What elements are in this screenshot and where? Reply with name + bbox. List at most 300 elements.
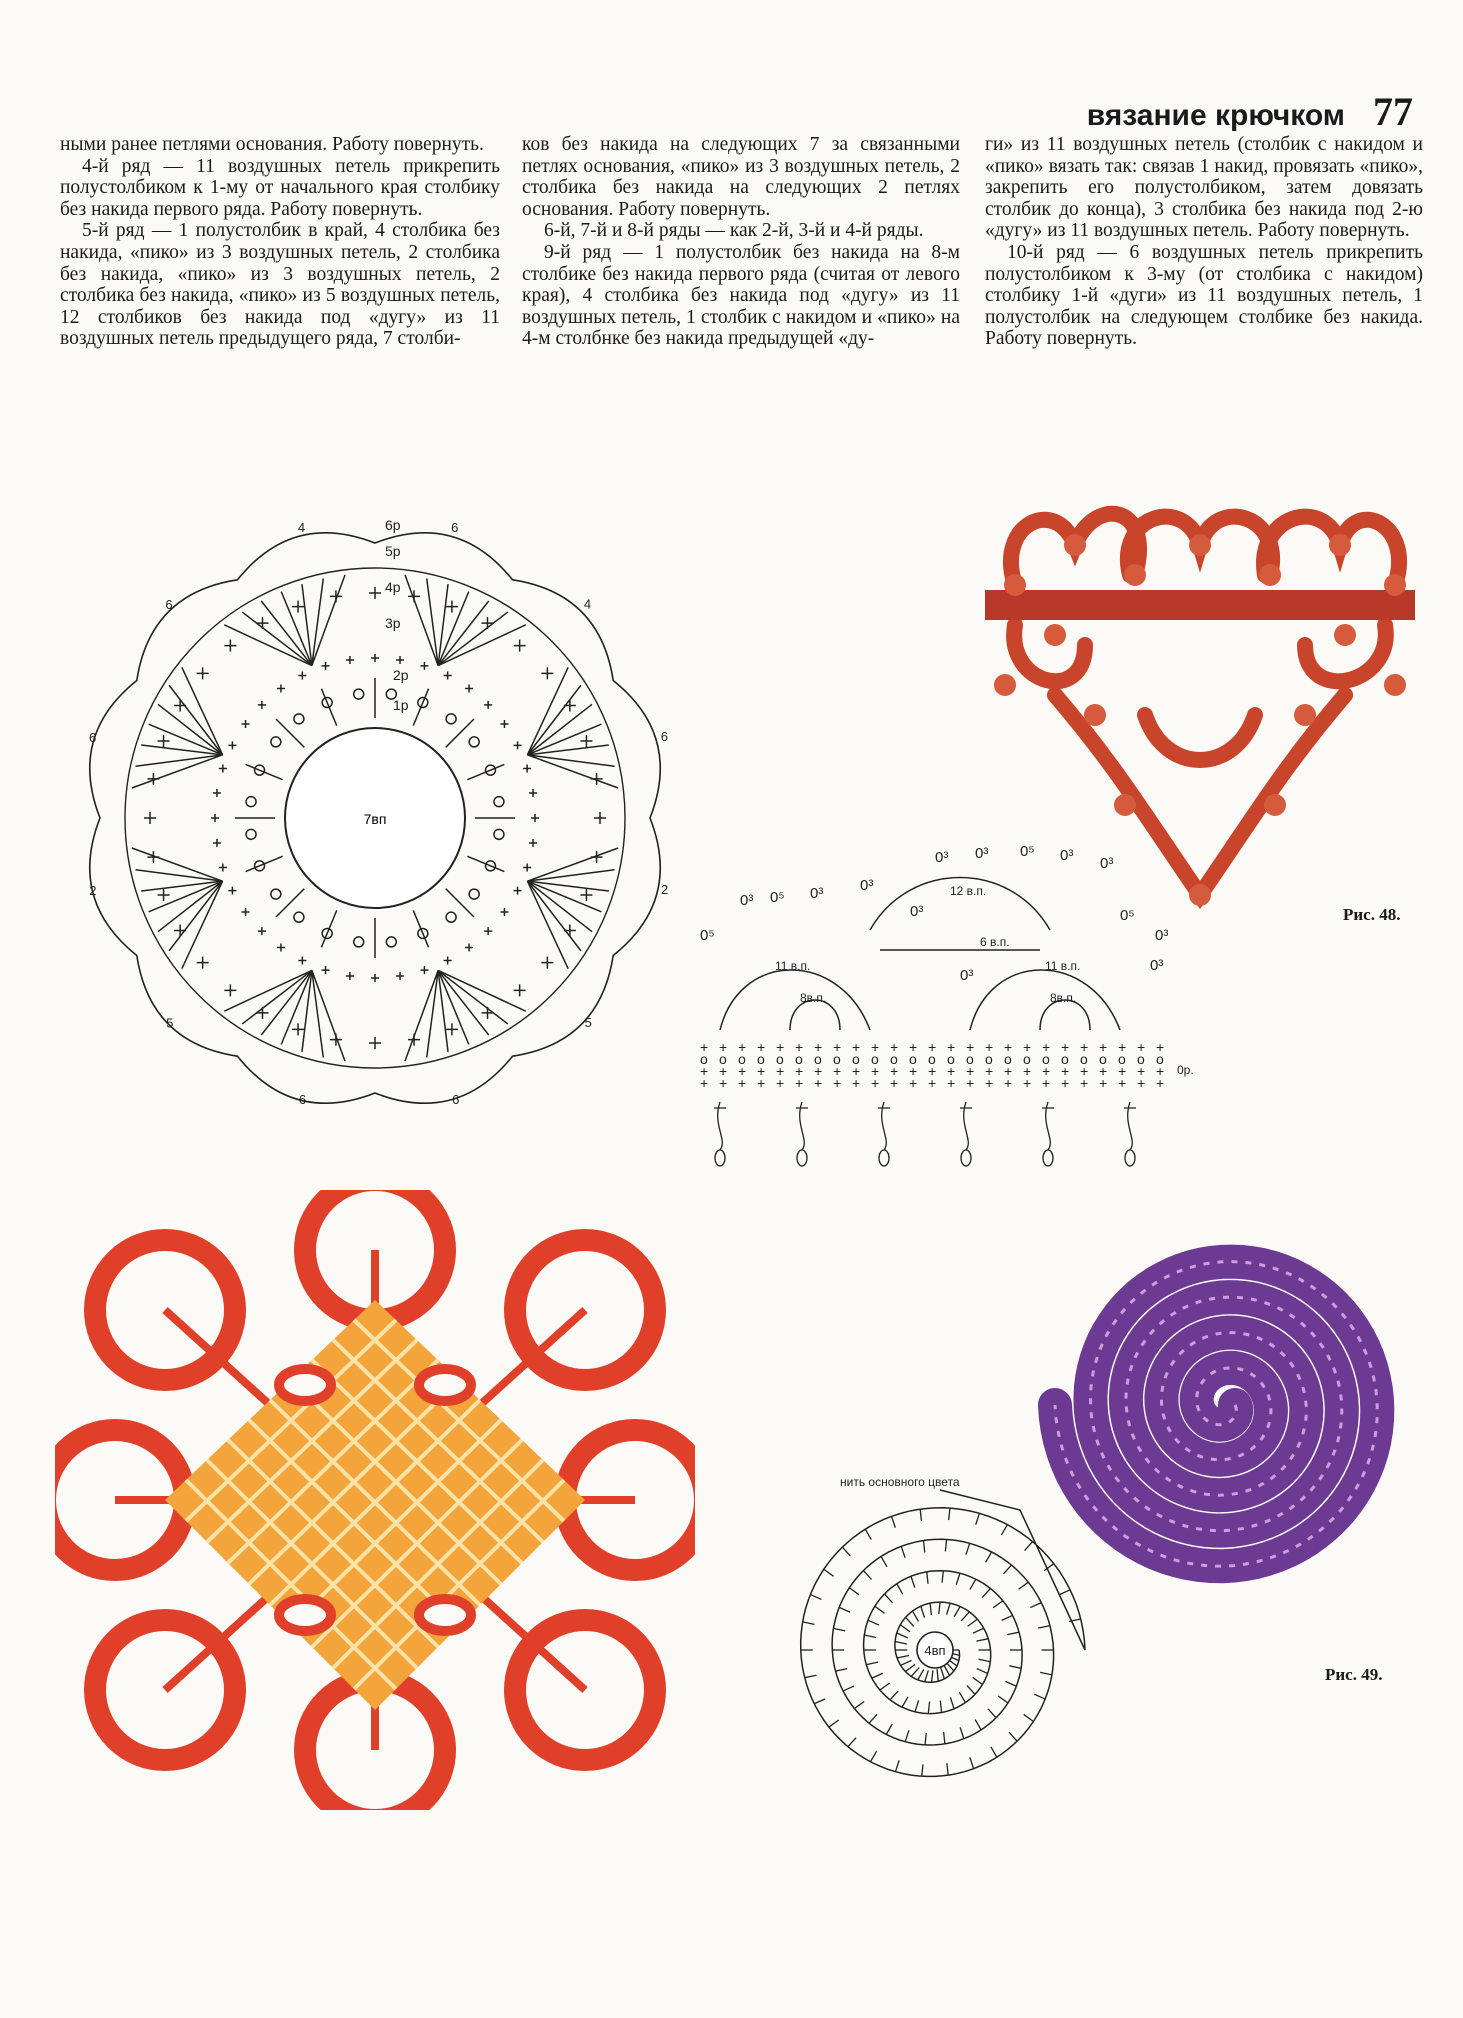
edging-bead xyxy=(1114,794,1136,816)
stitch-plus xyxy=(396,656,404,664)
figure-caption: Рис. 48. xyxy=(1343,905,1401,924)
spiral-stitch xyxy=(1040,1672,1052,1674)
chain-stitch: o xyxy=(928,1051,936,1067)
chain-stitch: o xyxy=(1004,1051,1012,1067)
stitch-plus xyxy=(514,887,522,895)
stitch-plus xyxy=(346,972,354,980)
stitch-plus xyxy=(228,741,236,749)
spiral-stitch xyxy=(901,1546,905,1557)
stitch-plus: + xyxy=(814,1063,823,1079)
stitch-plus: + xyxy=(1042,1075,1051,1091)
spiral-stitch xyxy=(976,1513,980,1524)
stitch-plus: + xyxy=(738,1075,747,1091)
stitch-fan xyxy=(132,848,223,881)
chain-stitch: o xyxy=(852,1051,860,1067)
chain-stitch xyxy=(469,737,479,747)
edging-bead xyxy=(1064,534,1086,556)
spiral-stitch xyxy=(849,1588,859,1595)
spiral-stitch xyxy=(1059,1590,1070,1595)
spiral-stitch xyxy=(940,1701,941,1713)
spiral-stitch xyxy=(937,1669,938,1681)
spiral-stitch xyxy=(895,1642,907,1644)
chain-stitch: o xyxy=(1118,1051,1126,1067)
stitch-plus xyxy=(258,927,266,935)
stitch-plus: + xyxy=(1080,1039,1089,1055)
edging-bead xyxy=(1334,624,1356,646)
spiral-stitch xyxy=(1007,1632,1019,1634)
stitch-plus: + xyxy=(833,1039,842,1055)
stitch-plus xyxy=(580,889,592,901)
stitch-plus: + xyxy=(1099,1039,1108,1055)
edge-number: 2 xyxy=(661,882,669,898)
stitch-plus: + xyxy=(719,1063,728,1079)
spiral-stitch xyxy=(905,1730,909,1741)
edging-bead xyxy=(1004,574,1026,596)
spiral-stitch xyxy=(993,1601,1003,1608)
chain-label: 11 в.п. xyxy=(775,959,811,973)
spiral-stitch xyxy=(1002,1615,1013,1620)
picot-mark: 0³ xyxy=(740,892,754,909)
stitch-plus xyxy=(446,601,458,613)
stitch-plus xyxy=(514,640,526,652)
edging-pendant xyxy=(796,1102,808,1150)
spiral-stitch xyxy=(1009,1666,1021,1668)
stitch-fan xyxy=(438,625,526,666)
stitch-plus: + xyxy=(1061,1063,1070,1079)
stitch-plus xyxy=(292,1023,304,1035)
spiral-diagram xyxy=(760,1470,1120,1790)
spiral-stitch xyxy=(973,1677,983,1684)
stitch-fan xyxy=(224,970,312,1011)
chain-stitch xyxy=(246,829,256,839)
stitch-plus xyxy=(369,1037,381,1049)
chain-stitch: o xyxy=(814,1051,822,1067)
square-hole xyxy=(419,1599,471,1631)
stitch-plus xyxy=(211,814,219,822)
spiral-stitch xyxy=(918,1669,924,1679)
edge-number: 4 xyxy=(583,596,592,612)
spiral-stitch xyxy=(911,1668,919,1677)
edging-bead xyxy=(1264,794,1286,816)
chain-stitch: o xyxy=(757,1051,765,1067)
stitch-plus: + xyxy=(1137,1063,1146,1079)
spiral-stitch xyxy=(986,1552,992,1562)
stitch-plus: + xyxy=(719,1039,728,1055)
chain-stitch xyxy=(446,714,456,724)
stitch-plus xyxy=(158,735,170,747)
stitch-plus: + xyxy=(795,1063,804,1079)
stitch-plus xyxy=(531,814,539,822)
spiral-stitch xyxy=(839,1607,850,1612)
picot-mark: 0³ xyxy=(935,849,949,866)
edging-bead xyxy=(1259,564,1281,586)
stitch-plus: + xyxy=(776,1039,785,1055)
chain-stitch: o xyxy=(833,1051,841,1067)
spiral-stitch xyxy=(814,1699,825,1704)
stitch-plus xyxy=(444,957,452,965)
spiral-stitch xyxy=(925,1670,929,1681)
edge-number: 6 xyxy=(660,728,669,744)
edge-number: 5 xyxy=(166,1015,174,1031)
edging-pendant xyxy=(1042,1102,1054,1150)
edging-bead xyxy=(1384,674,1406,696)
picot-mark: 0³ xyxy=(1100,855,1114,872)
stitch-plus xyxy=(144,812,156,824)
spiral-stitch xyxy=(1003,1565,1011,1574)
text-column-1 xyxy=(60,134,500,350)
row-label: 6р xyxy=(385,517,401,533)
chain-stitch: o xyxy=(871,1051,879,1067)
spiral-stitch xyxy=(1019,1582,1029,1589)
stitch-plus xyxy=(500,908,508,916)
chain-stitch: o xyxy=(1137,1051,1145,1067)
spiral-stitch xyxy=(1005,1681,1016,1686)
square-hole xyxy=(419,1369,471,1401)
spiral-center-label: 4вп xyxy=(924,1643,946,1658)
spiral-stitch xyxy=(991,1747,997,1757)
picot-mark: 0³ xyxy=(810,885,824,902)
figure-caption: Рис. 49. xyxy=(1325,1665,1383,1684)
stitch-plus xyxy=(224,984,236,996)
stitch-plus xyxy=(213,839,221,847)
chain-stitch: o xyxy=(985,1051,993,1067)
stitch-plus: + xyxy=(700,1075,709,1091)
edging-loop xyxy=(1145,715,1255,760)
spiral-stitch xyxy=(869,1714,877,1723)
edging-bead xyxy=(1124,564,1146,586)
chain-stitch: o xyxy=(966,1051,974,1067)
stitch-fan xyxy=(405,575,438,666)
stitch-plus: + xyxy=(1004,1039,1013,1055)
chain-stitch xyxy=(294,912,304,922)
stitch-dc xyxy=(321,689,336,726)
stitch-plus: + xyxy=(1042,1063,1051,1079)
chain-stitch xyxy=(294,714,304,724)
picot-mark: 0⁵ xyxy=(700,927,715,944)
picot-mark: 0³ xyxy=(1155,927,1169,944)
stitch-plus xyxy=(465,685,473,693)
paragraph: 6-й, 7-й и 8-й ряды — как 2-й, 3-й и 4-й ряды. xyxy=(544,220,924,242)
stitch-plus xyxy=(580,735,592,747)
stitch-plus: + xyxy=(757,1075,766,1091)
stitch-plus: + xyxy=(700,1063,709,1079)
square-motif-photo xyxy=(55,1190,695,1810)
stitch-plus: + xyxy=(1023,1039,1032,1055)
stitch-plus xyxy=(444,671,452,679)
spiral-stitch xyxy=(805,1675,817,1677)
stitch-plus xyxy=(369,587,381,599)
stitch-fan xyxy=(312,970,345,1061)
stitch-plus: + xyxy=(1023,1063,1032,1079)
stitch-plus xyxy=(277,685,285,693)
spiral-stitch xyxy=(923,1541,924,1553)
edging-arc xyxy=(970,970,1120,1030)
chain-stitch: o xyxy=(1061,1051,1069,1067)
chain-stitch xyxy=(469,889,479,899)
stitch-fan xyxy=(427,579,438,666)
spiral-stitch xyxy=(949,1508,950,1520)
stitch-plus xyxy=(298,957,306,965)
stitch-plus xyxy=(594,812,606,824)
stitch-plus: + xyxy=(1156,1075,1165,1091)
stitch-plus xyxy=(219,765,227,773)
paragraph: ными ранее петлями основания. Работу повернуть. xyxy=(60,134,484,155)
stitch-plus: + xyxy=(852,1063,861,1079)
motif-diagram xyxy=(55,470,695,1160)
paragraph: 10-й ряд — 6 воздушных петель прикрепить полустолбиком к 3-му (от столбика с накидом) столбику 1-й «дуги» из 11 воздушных петель, 1 полустолбик на следующем столбике без накида. Работу повернуть. xyxy=(985,241,1423,350)
stitch-plus xyxy=(541,667,553,679)
text-column-2 xyxy=(522,134,960,350)
spiral-stitch xyxy=(979,1659,991,1661)
stitch-plus: + xyxy=(985,1039,994,1055)
edging-bead xyxy=(1384,574,1406,596)
stitch-plus xyxy=(541,957,553,969)
spiral-stitch xyxy=(833,1628,845,1630)
spiral-stitch xyxy=(925,1733,926,1745)
edging-diagram xyxy=(680,840,1200,1170)
edging-arc xyxy=(720,970,870,1030)
stitch-plus xyxy=(219,863,227,871)
spiral-stitch xyxy=(970,1757,974,1768)
picot-mark: 0³ xyxy=(1150,957,1164,974)
spiral-stitch xyxy=(942,1571,943,1583)
spiral-stitch xyxy=(868,1620,879,1625)
row-label: 0р. xyxy=(1177,1063,1194,1077)
edging-pendant-picot xyxy=(961,1150,971,1166)
chain-stitch: o xyxy=(909,1051,917,1067)
spiral-stitch xyxy=(982,1588,990,1597)
stitch-plus xyxy=(446,1023,458,1035)
paragraph: ков без накида на следующих 7 за связанными петлях основания, «пико» из 3 воздушных петель, 2 столбика без накида на следующих 2 петлях основания. Работу повернуть. xyxy=(522,134,960,220)
edging-bead xyxy=(1329,534,1351,556)
spiral-stitch xyxy=(842,1547,850,1556)
square-hole xyxy=(279,1599,331,1631)
row-label: 5р xyxy=(385,543,401,559)
stitch-fan xyxy=(527,667,568,755)
picot-mark: 0³ xyxy=(975,845,989,862)
spiral-stitch xyxy=(892,1516,896,1527)
stitch-plus: + xyxy=(757,1063,766,1079)
edging-pendant xyxy=(878,1102,890,1150)
spiral-stitch xyxy=(911,1576,915,1587)
square-hole xyxy=(279,1369,331,1401)
spiral-stitch xyxy=(1030,1603,1041,1608)
stitch-plus: + xyxy=(966,1075,975,1091)
spiral-stitch xyxy=(866,1662,878,1664)
spiral-stitch xyxy=(897,1633,908,1638)
stitch-plus: + xyxy=(909,1063,918,1079)
stitch-plus: + xyxy=(928,1075,937,1091)
stitch-plus xyxy=(514,984,526,996)
stitch-plus: + xyxy=(928,1063,937,1079)
chain-stitch: o xyxy=(947,1051,955,1067)
stitch-plus: + xyxy=(890,1075,899,1091)
spiral-stitch xyxy=(863,1571,871,1580)
stitch-plus xyxy=(484,927,492,935)
stitch-plus: + xyxy=(852,1075,861,1091)
stitch-plus xyxy=(371,974,379,982)
stitch-plus: + xyxy=(1023,1075,1032,1091)
stitch-plus: + xyxy=(871,1063,880,1079)
edge-number: 6 xyxy=(165,597,173,613)
row-label: 1р xyxy=(393,697,409,713)
chain-stitch: o xyxy=(795,1051,803,1067)
spiral-stitch xyxy=(810,1595,821,1600)
stitch-dc xyxy=(321,910,336,947)
spiral-stitch xyxy=(977,1669,988,1674)
stitch-plus: + xyxy=(966,1063,975,1079)
spiral-stitch xyxy=(968,1619,978,1626)
stitch-plus: + xyxy=(1042,1039,1051,1055)
spiral-stitch xyxy=(956,1573,960,1584)
page-header xyxy=(1087,88,1413,135)
stitch-fan xyxy=(312,970,323,1057)
stitch-plus: + xyxy=(738,1063,747,1079)
chain-stitch xyxy=(354,689,364,699)
stitch-dc xyxy=(246,856,283,871)
spiral-stitch xyxy=(959,1692,965,1702)
spiral-stitch xyxy=(930,1603,931,1615)
edging-pendant-picot xyxy=(715,1150,725,1166)
stitch-plus xyxy=(322,966,330,974)
edging-pendant xyxy=(1124,1102,1136,1150)
stitch-fan xyxy=(438,970,526,1011)
stitch-fan xyxy=(132,755,223,788)
stitch-plus xyxy=(346,656,354,664)
edging-bead xyxy=(1189,534,1211,556)
spiral-stitch xyxy=(970,1579,976,1589)
stitch-plus xyxy=(371,654,379,662)
spiral-stitch xyxy=(960,1727,964,1738)
spiral-stitch xyxy=(913,1611,919,1621)
paragraph: 4-й ряд — 11 воздушных петель прикрепить полустолбиком к 1-му от начального края столбику без накида первого ряда. Работу повернуть. xyxy=(60,155,500,220)
stitch-plus xyxy=(197,667,209,679)
spiral-stitch xyxy=(946,1603,950,1614)
stitch-fan xyxy=(224,625,312,666)
stitch-plus xyxy=(420,966,428,974)
spiral-stitch xyxy=(902,1697,908,1707)
stitch-plus: + xyxy=(985,1075,994,1091)
spiral-stitch xyxy=(928,1702,929,1714)
stitch-fan xyxy=(527,870,614,881)
stitch-plus: + xyxy=(1137,1039,1146,1055)
spiral-stitch xyxy=(961,1612,969,1621)
chain-stitch xyxy=(494,829,504,839)
picot-mark: 0⁵ xyxy=(1120,907,1135,924)
spiral-stitch xyxy=(906,1617,914,1626)
stitch-plus: + xyxy=(814,1039,823,1055)
chain-stitch xyxy=(354,937,364,947)
stitch-plus xyxy=(514,741,522,749)
stitch-dc xyxy=(413,910,428,947)
edging-band xyxy=(985,590,1415,620)
stitch-plus: + xyxy=(1080,1075,1089,1091)
stitch-plus xyxy=(242,720,250,728)
chain-label: 8в.п. xyxy=(1050,991,1077,1005)
spiral-stitch xyxy=(905,1664,915,1671)
stitch-fan xyxy=(527,848,618,881)
chain-stitch: o xyxy=(738,1051,746,1067)
edging-bead xyxy=(994,674,1016,696)
spiral-stitch xyxy=(865,1529,871,1539)
stitch-dc xyxy=(413,689,428,726)
spiral-stitch xyxy=(872,1673,883,1678)
spiral-stitch xyxy=(977,1639,989,1641)
stitch-fan xyxy=(182,881,223,969)
stitch-plus: + xyxy=(1118,1075,1127,1091)
spiral-stitch xyxy=(988,1709,996,1718)
paragraph: ги» из 11 воздушных петель (столбик с накидом и «пико» вязать так: связав 1 накид, провязать «пико», закрепить его полустолбиком, затем довязать столбик до конца), 3 столбика без накида под 2-ю «дугу» из 11 воздушных петель. Работу повернуть. xyxy=(985,134,1423,242)
picot-mark: 0⁵ xyxy=(770,889,785,906)
stitch-plus: + xyxy=(966,1039,975,1055)
stitch-plus: + xyxy=(833,1063,842,1079)
stitch-plus: + xyxy=(1004,1075,1013,1091)
spiral-stitch xyxy=(973,1628,984,1633)
stitch-plus xyxy=(500,720,508,728)
row-label: 4р xyxy=(385,579,401,595)
stitch-fan xyxy=(527,755,614,766)
stitch-plus xyxy=(420,662,428,670)
stitch-dc xyxy=(246,764,283,779)
stitch-plus xyxy=(529,839,537,847)
stitch-dc xyxy=(467,764,504,779)
stitch-plus: + xyxy=(852,1039,861,1055)
edge-number: 6 xyxy=(88,729,97,745)
spiral-stitch xyxy=(897,1656,909,1658)
stitch-plus: + xyxy=(1137,1075,1146,1091)
spiral-stitch xyxy=(854,1701,864,1708)
spiral-stitch xyxy=(836,1669,848,1671)
stitch-plus: + xyxy=(700,1039,709,1055)
edge-number: 6 xyxy=(452,1091,460,1107)
edging-pendant-picot xyxy=(1043,1150,1053,1166)
spiral-stitch xyxy=(875,1606,885,1613)
stitch-fan xyxy=(427,970,438,1057)
stitch-plus xyxy=(523,765,531,773)
spiral-stitch xyxy=(885,1594,893,1603)
chain-stitch: o xyxy=(776,1051,784,1067)
stitch-plus: + xyxy=(890,1063,899,1079)
chain-stitch: o xyxy=(1156,1051,1164,1067)
edging-bead xyxy=(1084,704,1106,726)
stitch-plus: + xyxy=(890,1039,899,1055)
stitch-dc xyxy=(467,856,504,871)
stitch-plus: + xyxy=(947,1063,956,1079)
spiral-stitch xyxy=(897,1584,903,1594)
stitch-plus xyxy=(158,889,170,901)
chain-stitch: o xyxy=(1080,1051,1088,1067)
spiral-stitch xyxy=(941,1667,945,1678)
stitch-plus: + xyxy=(947,1039,956,1055)
stitch-plus: + xyxy=(738,1039,747,1055)
spiral-stitch xyxy=(895,1760,899,1771)
spiral-stitch xyxy=(921,1606,925,1617)
spiral-stitch xyxy=(1001,1525,1007,1535)
edge-number: 4 xyxy=(297,520,306,536)
edge-number: 5 xyxy=(584,1014,592,1030)
spiral-stitch xyxy=(1024,1714,1034,1721)
stitch-fan xyxy=(405,970,438,1061)
edging-pendant xyxy=(960,1102,972,1150)
stitch-plus xyxy=(322,662,330,670)
stitch-plus: + xyxy=(757,1039,766,1055)
spiral-stitch xyxy=(803,1622,815,1624)
edging-pendant-picot xyxy=(1125,1150,1135,1166)
stitch-plus: + xyxy=(814,1075,823,1091)
picot-mark: 0³ xyxy=(860,877,874,894)
stitch-plus: + xyxy=(795,1075,804,1091)
stitch-plus: + xyxy=(1156,1063,1165,1079)
